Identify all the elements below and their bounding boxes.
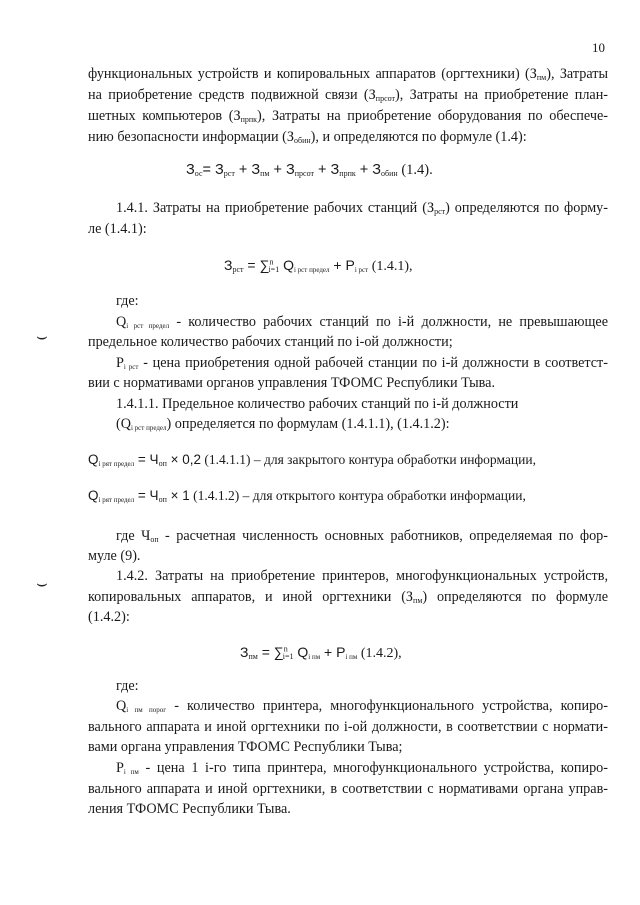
- intro-line-3: шетных компьютеров $(З_{прпк})$, Затраты на приобретение оборудования по обеспече-: [88, 108, 608, 124]
- def-q-pm-line-3: вами органа управления ТФОМС Республики Тыва;: [88, 739, 403, 755]
- def-p-pm-line-3: ления ТФОМС Республики Тыва.: [88, 801, 291, 817]
- where-label-1: где:: [116, 293, 139, 309]
- where-label-2: где:: [116, 678, 139, 694]
- def-q-pm-line-1: $Q_{i пм порог}$ - количество принтера, многофункционального устройства, копиро-: [116, 698, 608, 714]
- formula-1-4: $З_{ос}= З_{рст} + З_{пм} + З_{прсот} + З_{прпк} + З_{обин}$ (1.4).: [186, 162, 433, 178]
- def-q-rst-line-2: предельное количество рабочих станций по i-ой должности;: [88, 334, 453, 350]
- sec-1411-line-1: 1.4.1.1. Предельное количество рабочих станций по i-й должности: [116, 396, 519, 412]
- sec-141-line-1: 1.4.1. Затраты на приобретение рабочих станций $(З_{рст})$ определяются по форму-: [116, 200, 608, 216]
- intro-line-4: нию безопасности информации $(З_{обин})$, и определяются по формуле (1.4):: [88, 129, 527, 145]
- def-p-pm-line-1: $P_{i пм}$ - цена 1 i-го типа принтера, многофункционального устройства, копиро-: [116, 760, 608, 776]
- where-ch-line-1: где $Ч_{оп}$ - расчетная численность основных работников, определяемая по фор-: [116, 528, 608, 544]
- intro-line-1: функциональных устройств и копировальных аппаратов (оргтехники) $(З_{пм})$, Затраты: [88, 66, 608, 82]
- sec-142-line-2: копировальных аппаратов, и иной оргтехники $(З_{пм})$ определяются по формуле: [88, 589, 608, 605]
- intro-line-2: на приобретение средств подвижной связи $(З_{прсот})$, Затраты на приобретение план-: [88, 87, 609, 103]
- def-p-pm-line-2: вального аппарата и иной оргтехники, в соответствии с нормативами органа управ-: [88, 781, 608, 797]
- formula-1-4-1: $З_{рст} = \sum^n_{i=1}$ $Q_{i рст предел} + P_{i рст}$ (1.4.1),: [224, 257, 413, 274]
- def-p-rst-line-1: $P_{i рст}$ - цена приобретения одной рабочей станции по i-й должности в соответст-: [116, 355, 608, 371]
- sec-1411-line-2: $(Q_{i рст предел})$ определяется по формулам (1.4.1.1), (1.4.1.2):: [116, 416, 450, 432]
- margin-mark: ⌣: [36, 573, 48, 593]
- margin-mark: ⌣: [36, 326, 48, 346]
- sec-141-line-2: ле (1.4.1):: [88, 221, 147, 237]
- formula-1-4-2: $З_{пм} = \sum^n_{i=1}$ $Q_{i пм} + P_{i пм}$ (1.4.2),: [240, 644, 402, 661]
- where-ch-line-2: муле (9).: [88, 548, 141, 564]
- formula-1-4-1-2: $Q_{i рят предел} = Ч_{оп} \times 1$ (1.4.1.2) – для открытого контура обработки информации,: [88, 488, 526, 504]
- page-number: 10: [592, 40, 605, 55]
- formula-1-4-1-1: $Q_{i рят предел} = Ч_{оп} \times 0,2$ (1.4.1.1) – для закрытого контура обработки информации,: [88, 452, 536, 468]
- sec-142-line-3: (1.4.2):: [88, 609, 130, 625]
- def-q-pm-line-2: вального аппарата и иной оргтехники по i-ой должности, в соответствии с нормати-: [88, 719, 608, 735]
- def-p-rst-line-2: вии с нормативами органов управления ТФОМС Республики Тыва.: [88, 375, 496, 391]
- sec-142-line-1: 1.4.2. Затраты на приобретение принтеров, многофункциональных устройств,: [116, 568, 608, 584]
- def-q-rst-line-1: $Q_{i рст предел}$ - количество рабочих станций по i-й должности, не превышающее: [116, 314, 608, 330]
